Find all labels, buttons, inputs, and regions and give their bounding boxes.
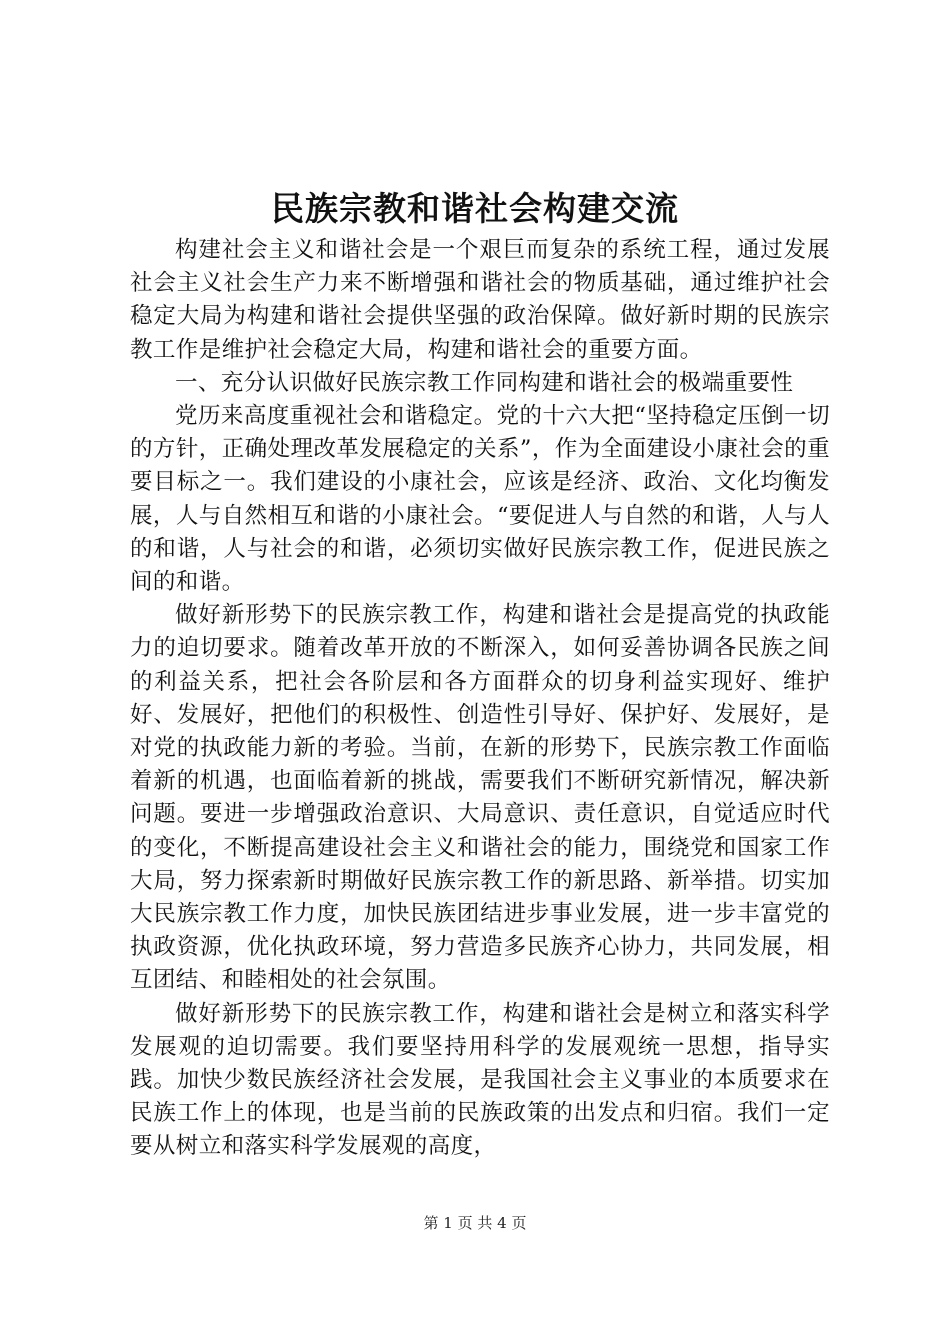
paragraph-scientific-development: 做好新形势下的民族宗教工作，构建和谐社会是树立和落实科学发展观的迫切需要。我们要坚持用科学的发展观统一思想，指导实践。加快少数民族经济社会发展，是我国社会主义事业的本质要求在民族工作上的体现，也是当前的民族政策的出发点和归宿。我们一定要从树立和落实科学发展观的高度， bbox=[130, 1000, 830, 1160]
document-body bbox=[130, 234, 830, 1164]
paragraph-intro: 构建社会主义和谐社会是一个艰巨而复杂的系统工程，通过发展社会主义社会生产力来不断增强和谐社会的物质基础，通过维护社会稳定大局为构建和谐社会提供坚强的政治保障。做好新时期的民族宗教工作是维护社会稳定大局，构建和谐社会的重要方面。 bbox=[130, 237, 830, 363]
paragraph-governing-capacity: 做好新形势下的民族宗教工作，构建和谐社会是提高党的执政能力的迫切要求。随着改革开放的不断深入，如何妥善协调各民族之间的利益关系，把社会各阶层和各方面群众的切身利益实现好、维护好、发展好，把他们的积极性、创造性引导好、保护好、发展好，是对党的执政能力新的考验。当前，在新的形势下，民族宗教工作面临着新的机遇，也面临着新的挑战，需要我们不断研究新情况，解决新问题。要进一步增强政治意识、大局意识、责任意识，自觉适应时代的变化，不断提高建设社会主义和谐社会的能力，围绕党和国家工作大局，努力探索新时期做好民族宗教工作的新思路、新举措。切实加大民族宗教工作力度，加快民族团结进步事业发展，进一步丰富党的执政资源，优化执政环境，努力营造多民族齐心协力，共同发展，相互团结、和睦相处的社会氛围。 bbox=[130, 602, 830, 994]
section-heading-1: 一、充分认识做好民族宗教工作同构建和谐社会的极端重要性 bbox=[175, 369, 794, 396]
paragraph-party-stability: 党历来高度重视社会和谐稳定。党的十六大把“坚持稳定压倒一切的方针，正确处理改革发展稳定的关系”，作为全面建设小康社会的重要目标之一。我们建设的小康社会，应该是经济、政治、文化均衡发展，人与自然相互和谐的小康社会。“要促进人与自然的和谐，人与人的和谐，人与社会的和谐，必须切实做好民族宗教工作，促进民族之间的和谐。 bbox=[130, 403, 830, 596]
document-title: 民族宗教和谐社会构建交流 bbox=[271, 189, 679, 228]
page-footer: 第 1 页 共 4 页 bbox=[423, 1214, 527, 1232]
